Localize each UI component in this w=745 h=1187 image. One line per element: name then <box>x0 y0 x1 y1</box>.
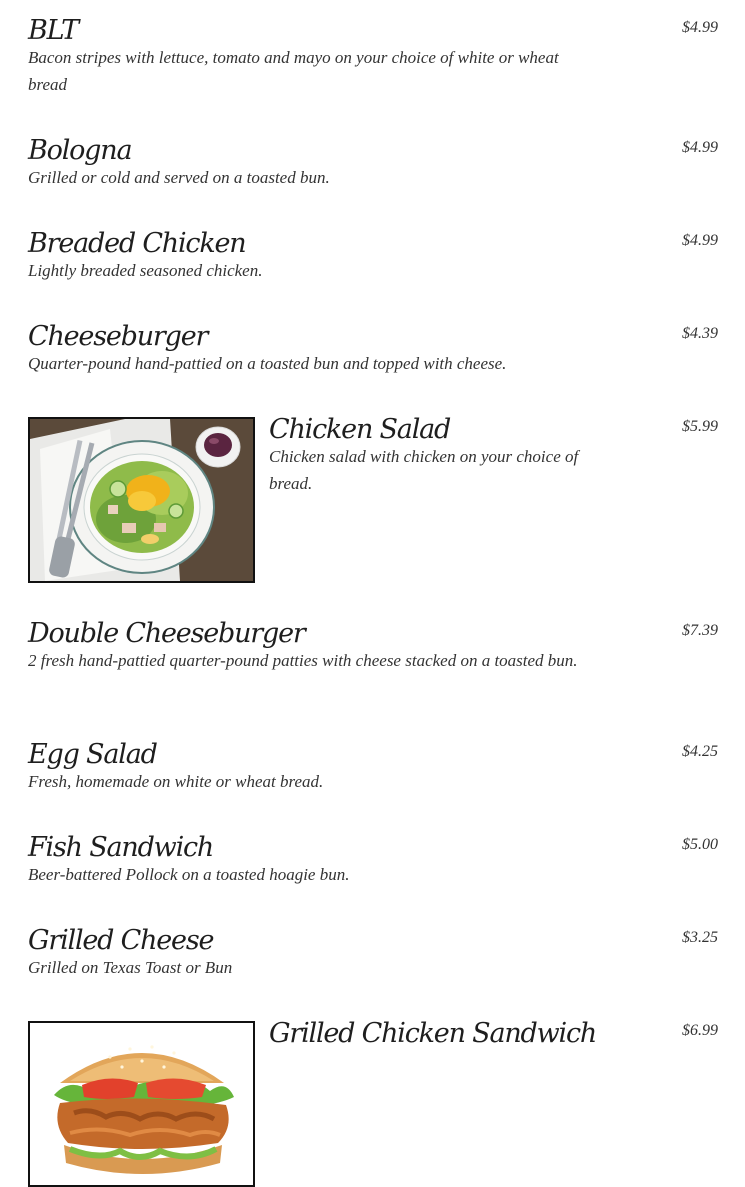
salad-plate-image <box>30 419 253 581</box>
item-name: Grilled Cheese <box>28 925 214 956</box>
item-description: Fresh, homemade on white or wheat bread. <box>28 772 324 791</box>
item-description: Lightly breaded seasoned chicken. <box>28 261 263 280</box>
item-description: Chicken salad with chicken on your choice of bread. <box>269 447 579 493</box>
item-name: Cheeseburger <box>28 321 208 352</box>
item-name: Grilled Chicken Sandwich <box>269 1018 597 1049</box>
item-price: $6.99 <box>682 1022 718 1039</box>
item-price: $5.99 <box>682 418 718 435</box>
item-price: $4.99 <box>682 139 718 156</box>
item-price: $4.39 <box>682 325 718 342</box>
item-price: $4.25 <box>682 743 718 760</box>
item-price: $4.99 <box>682 19 718 36</box>
item-price: $7.39 <box>682 622 718 639</box>
item-name: Double Cheeseburger <box>28 618 305 649</box>
item-description: Bacon stripes with lettuce, tomato and mayo on your choice of white or wheat bread <box>28 48 559 94</box>
item-name: Chicken Salad <box>269 414 451 445</box>
item-price: $5.00 <box>682 836 718 853</box>
item-name: Egg Salad <box>28 739 157 770</box>
item-description: Beer-battered Pollock on a toasted hoagie bun. <box>28 865 350 884</box>
item-price: $4.99 <box>682 232 718 249</box>
item-description: Quarter-pound hand-pattied on a toasted bun and topped with cheese. <box>28 354 507 373</box>
item-name: Bologna <box>28 135 132 166</box>
chicken-sandwich-photo[interactable] <box>28 1021 255 1187</box>
item-description: Grilled or cold and served on a toasted bun. <box>28 168 330 187</box>
item-name: Fish Sandwich <box>28 832 214 863</box>
item-description: 2 fresh hand-pattied quarter-pound patties with cheese stacked on a toasted bun. <box>28 651 578 670</box>
item-description: Grilled on Texas Toast or Bun <box>28 958 233 977</box>
item-price: $3.25 <box>682 929 718 946</box>
chicken-sandwich-image <box>30 1023 253 1185</box>
chicken-salad-photo[interactable] <box>28 417 255 583</box>
item-name: BLT <box>28 15 78 46</box>
item-name: Breaded Chicken <box>28 228 246 259</box>
